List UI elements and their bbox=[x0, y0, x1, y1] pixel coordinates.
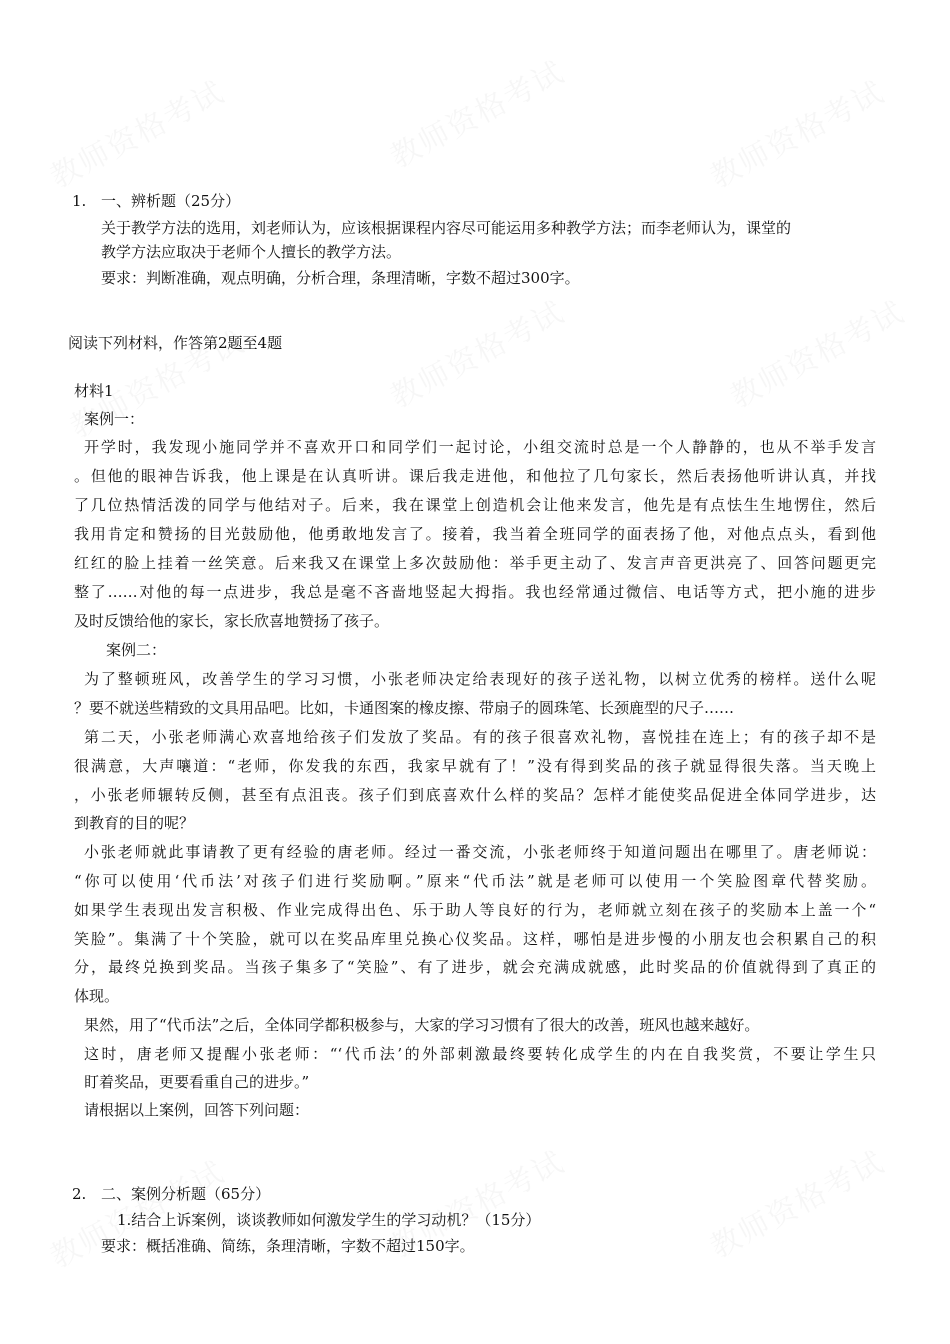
case-2-line: 这时，唐老师又提醒小张老师：“‘代币法’的外部刺激最终要转化成学生的内在自我奖赏，不要让学生只 bbox=[84, 1045, 876, 1063]
case-2-line: 体现。 bbox=[74, 987, 120, 1005]
case-2-line: 如果学生表现出发言积极、作业完成得出色、乐于助人等良好的行为，老师就立刻在孩子的奖励本上盖一个“ bbox=[74, 901, 876, 919]
case-2-line: 笑脸”。集满了十个笑脸，就可以在奖品库里兑换心仪奖品。这样，哪怕是进步慢的小朋友也会积累自己的积 bbox=[74, 930, 876, 948]
question-1-number: 1. bbox=[72, 192, 87, 210]
case-2-line: ，小张老师辗转反侧，甚至有点沮丧。孩子们到底喜欢什么样的奖品？怎样才能使奖品促进全体同学进步，达 bbox=[74, 786, 876, 804]
question-1-text: 关于教学方法的选用，刘老师认为，应该根据课程内容尽可能运用多种教学方法；而李老师认为，课堂的 bbox=[101, 219, 792, 237]
question-1-heading: 一、辨析题（25分） bbox=[101, 192, 241, 210]
question-1-requirement: 要求：判断准确，观点明确，分析合理，条理清晰，字数不超过300字。 bbox=[101, 269, 580, 287]
case-2-line: 很满意，大声嚷道：“老师，你发我的东西，我家早就有了！”没有得到奖品的孩子就显得很失落。当天晚上 bbox=[74, 757, 876, 775]
question-2-heading: 二、案例分析题（65分） bbox=[101, 1185, 271, 1203]
case-2-line: ？要不就送些精致的文具用品吧。比如，卡通图案的橡皮擦、带扇子的圆珠笔、长颈鹿型的尺子…… bbox=[74, 699, 735, 717]
watermark bbox=[701, 1138, 891, 1267]
question-2-subquestion: 1.结合上诉案例，谈谈教师如何激发学生的学习动机？（15分） bbox=[117, 1211, 541, 1229]
watermark bbox=[701, 68, 891, 197]
case-2-label: 案例二： bbox=[106, 641, 167, 659]
watermark bbox=[381, 48, 571, 177]
case-2-line: 果然，用了“代币法”之后，全体同学都积极参与，大家的学习习惯有了很大的改善，班风也越来越好。 bbox=[84, 1016, 760, 1034]
case-2-line: 盯着奖品，更要看重自己的进步。” bbox=[84, 1073, 310, 1091]
case-2-line: “你可以使用‘代币法’对孩子们进行奖励啊。”原来“代币法”就是老师可以使用一个笑脸图章代替奖励。 bbox=[74, 872, 876, 890]
case-1-line: 红红的脸上挂着一丝笑意。后来我又在课堂上多次鼓励他：举手更主动了、发言声音更洪亮了、回答问题更完 bbox=[74, 554, 876, 572]
case-2-line: 第二天，小张老师满心欢喜地给孩子们发放了奖品。有的孩子很喜欢礼物，喜悦挂在连上；有的孩子却不是 bbox=[84, 728, 876, 746]
case-1-line: 整了……对他的每一点进步，我总是毫不吝啬地竖起大拇指。我也经常通过微信、电话等方式，把小施的进步 bbox=[74, 583, 876, 601]
watermark bbox=[381, 288, 571, 417]
case-2-line: 小张老师就此事请教了更有经验的唐老师。经过一番交流，小张老师终于知道问题出在哪里了。唐老师说： bbox=[84, 843, 876, 861]
question-1-text: 教学方法应取决于老师个人擅长的教学方法。 bbox=[101, 243, 402, 261]
case-2-line: 请根据以上案例，回答下列问题： bbox=[84, 1101, 310, 1119]
reading-instruction: 阅读下列材料，作答第2题至4题 bbox=[68, 334, 283, 352]
question-2-number: 2. bbox=[72, 1185, 87, 1203]
watermark bbox=[721, 288, 911, 417]
case-1-label: 案例一： bbox=[84, 410, 145, 428]
case-1-line: 及时反馈给他的家长，家长欣喜地赞扬了孩子。 bbox=[74, 612, 390, 630]
case-1-line: 。但他的眼神告诉我，他上课是在认真听讲。课后我走进他，和他拉了几句家长，然后表扬他听讲认真，并找 bbox=[74, 467, 876, 485]
case-2-line: 为了整顿班风，改善学生的学习习惯，小张老师决定给表现好的孩子送礼物，以树立优秀的榜样。送什么呢 bbox=[84, 670, 876, 688]
case-2-line: 分，最终兑换到奖品。当孩子集多了“笑脸”、有了进步，就会充满成就感，此时奖品的价值就得到了真正的 bbox=[74, 958, 876, 976]
question-2-requirement: 要求：概括准确、简练，条理清晰，字数不超过150字。 bbox=[101, 1237, 475, 1255]
material-title: 材料1 bbox=[74, 382, 114, 400]
watermark bbox=[41, 68, 231, 197]
case-2-line: 到教育的目的呢？ bbox=[74, 814, 195, 832]
case-1-line: 开学时，我发现小施同学并不喜欢开口和同学们一起讨论，小组交流时总是一个人静静的，也从不举手发言 bbox=[84, 438, 876, 456]
case-1-line: 了几位热情活泼的同学与他结对子。后来，我在课堂上创造机会让他来发言，他先是有点怯生生地愣住，然后 bbox=[74, 496, 876, 514]
case-1-line: 我用肯定和赞扬的目光鼓励他，他勇敢地发言了。接着，我当着全班同学的面表扬了他，对他点点头，看到他 bbox=[74, 525, 876, 543]
